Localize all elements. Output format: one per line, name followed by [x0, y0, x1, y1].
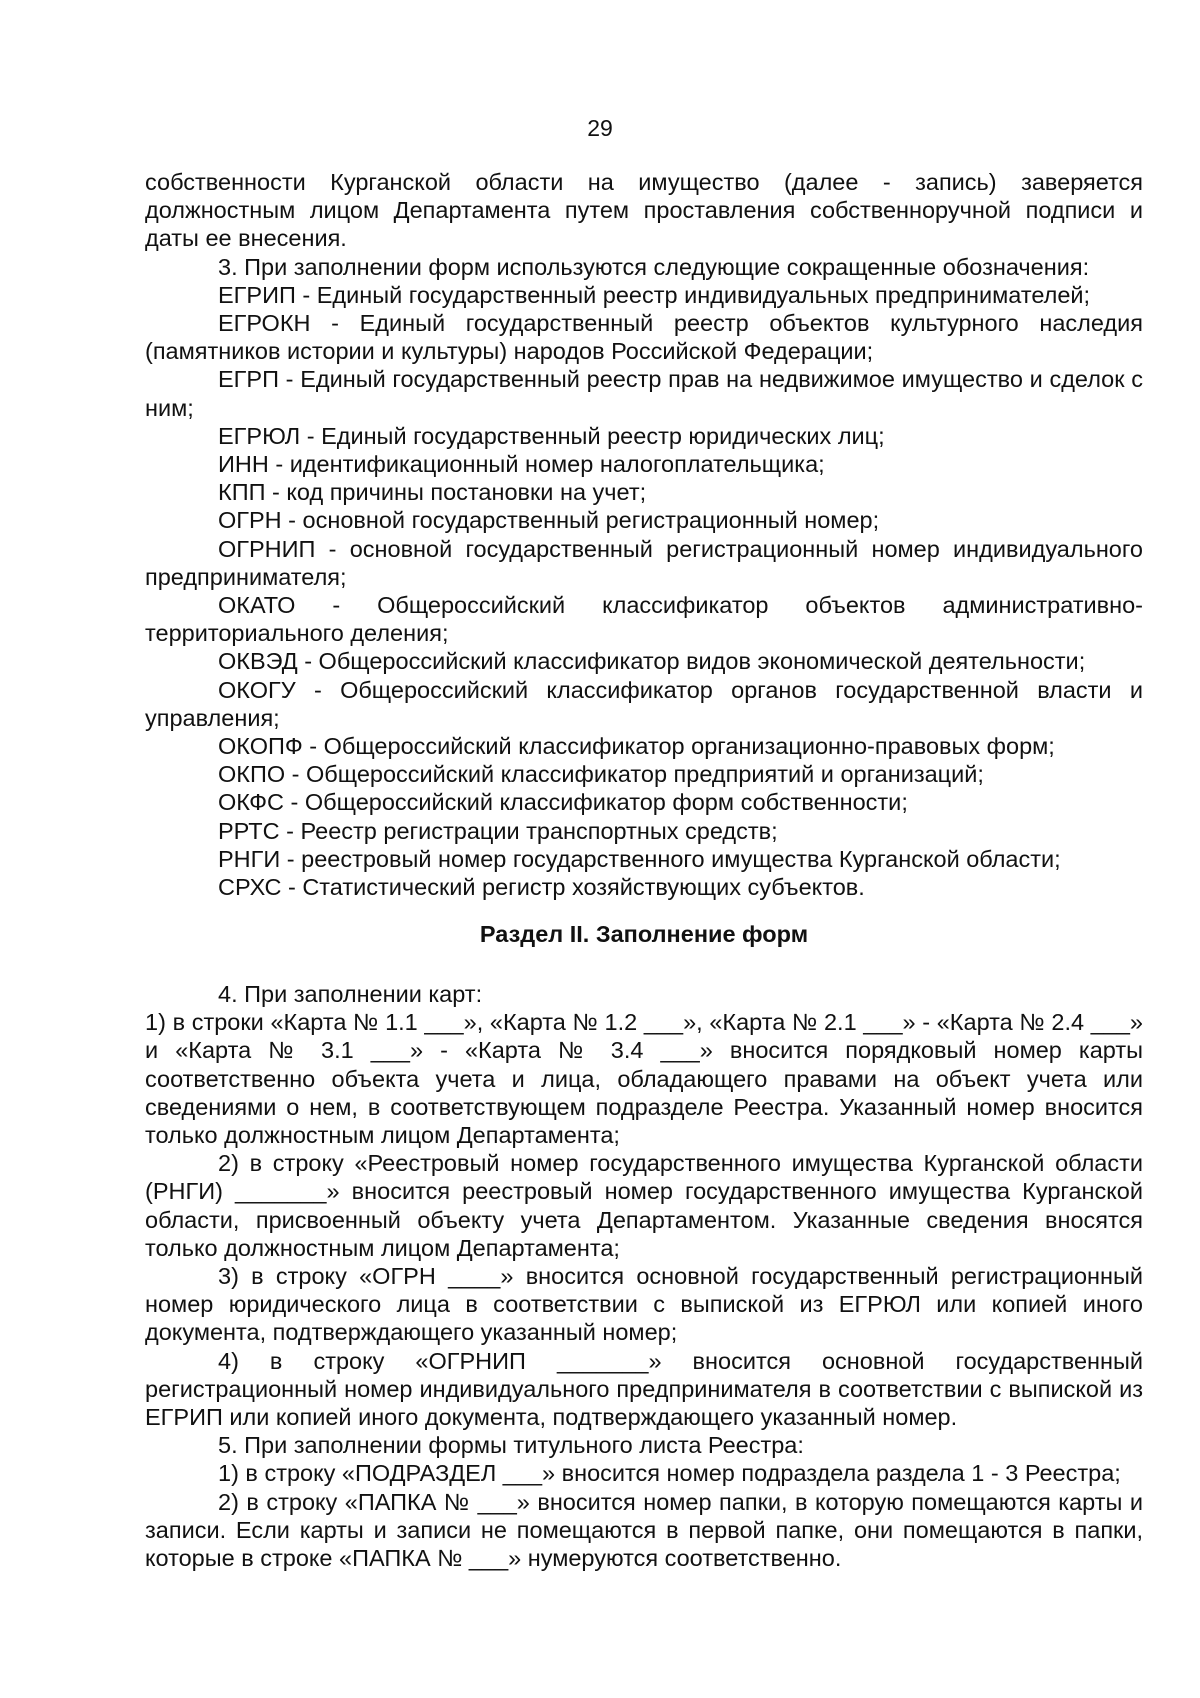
abbreviation-item: СРХС - Статистический регистр хозяйствующих субъектов. [218, 874, 865, 901]
abbreviation-item: ОГРНИП - основной государственный регистрационный номер индивидуального предпринимателя; [145, 535, 1143, 590]
abbreviation-item: ЕГРП - Единый государственный реестр прав на недвижимое имущество и сделок с ним; [145, 366, 1143, 421]
abbreviation-item: РНГИ - реестровый номер государственного имущества Курганской области; [218, 845, 1061, 872]
abbreviation-item: ОКПО - Общероссийский классификатор предприятий и организаций; [218, 761, 984, 788]
abbreviation-item: ОГРН - основной государственный регистрационный номер; [218, 507, 880, 534]
section-heading: Раздел II. Заполнение форм [479, 921, 809, 947]
abbreviation-item: ОКВЭД - Общероссийский классификатор видов экономической деятельности; [218, 648, 1086, 675]
abbreviation-item: КПП - код причины постановки на учет; [218, 479, 647, 506]
abbreviation-item: ЕГРОКН - Единый государственный реестр объектов культурного наследия (памятников истории и культуры) народов Российской Федерации; [145, 310, 1143, 365]
paragraph: 2) в строку «Реестровый номер государственного имущества Курганской области (РНГИ) _______» вносится реестровый номер государственного имущества Курганской области, присвоенный объекту учета Департаментом. Указанные сведения вносятся только должностным лицом Департамента; [145, 1150, 1143, 1261]
paragraph: 2) в строку «ПАПКА № ___» вносится номер папки, в которую помещаются карты и записи. Если карты и записи не помещаются в первой папке, они помещаются в папки, которые в строке «ПАПКА № ___» нумеруются соответственно. [145, 1488, 1143, 1572]
abbreviation-item: ИНН - идентификационный номер налогоплательщика; [218, 451, 825, 478]
paragraph: 3) в строку «ОГРН ____» вносится основной государственный регистрационный номер юридического лица в соответствии с выпиской из ЕГРЮЛ или копией иного документа, подтверждающего указанный номер; [145, 1263, 1143, 1346]
page-number: 29 [587, 115, 613, 141]
paragraph: 3. При заполнении форм используются следующие сокращенные обозначения: [218, 253, 1090, 280]
body-text-part-1 [145, 168, 1143, 901]
abbreviation-item: ОКОПФ - Общероссийский классификатор организационно-правовых форм; [218, 733, 1055, 760]
abbreviation-item: ЕГРЮЛ - Единый государственный реестр юридических лиц; [218, 422, 885, 449]
paragraph: 1) в строку «ПОДРАЗДЕЛ ___» вносится номер подраздела раздела 1 - 3 Реестра; [218, 1460, 1121, 1487]
paragraph: собственности Курганской области на имущество (далее - запись) заверяется должностным лицом Департамента путем проставления собственноручной подписи и даты ее внесения. [145, 169, 1143, 252]
abbreviation-item: ОКФС - Общероссийский классификатор форм собственности; [218, 789, 908, 816]
body-text-part-2 [145, 980, 1143, 1572]
abbreviation-item: ОКАТО - Общероссийский классификатор объектов административно-территориального деления; [145, 592, 1143, 647]
paragraph: 1) в строки «Карта № 1.1 ___», «Карта № 1.2 ___», «Карта № 2.1 ___» - «Карта № 2.4 ___» и «Карта № 3.1 ___» - «Карта № 3.4 ___» вносится порядковый номер карты соответственно объекта учета и лица, обладающего правами на объект учета или сведениями о нем, в соответствующем подразделе Реестра. Указанный номер вносится только должностным лицом Департамента; [145, 1009, 1143, 1149]
paragraph: 4) в строку «ОГРНИП _______» вносится основной государственный регистрационный номер индивидуального предпринимателя в соответствии с выпиской из ЕГРИП или копией иного документа, подтверждающего указанный номер. [145, 1347, 1143, 1431]
abbreviation-item: ЕГРИП - Единый государственный реестр индивидуальных предпринимателей; [218, 281, 1091, 308]
abbreviation-item: РРТС - Реестр регистрации транспортных средств; [218, 817, 778, 844]
paragraph: 4. При заполнении карт: [218, 981, 483, 1007]
abbreviation-item: ОКОГУ - Общероссийский классификатор органов государственной власти и управления; [145, 676, 1143, 731]
paragraph: 5. При заполнении формы титульного листа Реестра: [218, 1432, 804, 1459]
